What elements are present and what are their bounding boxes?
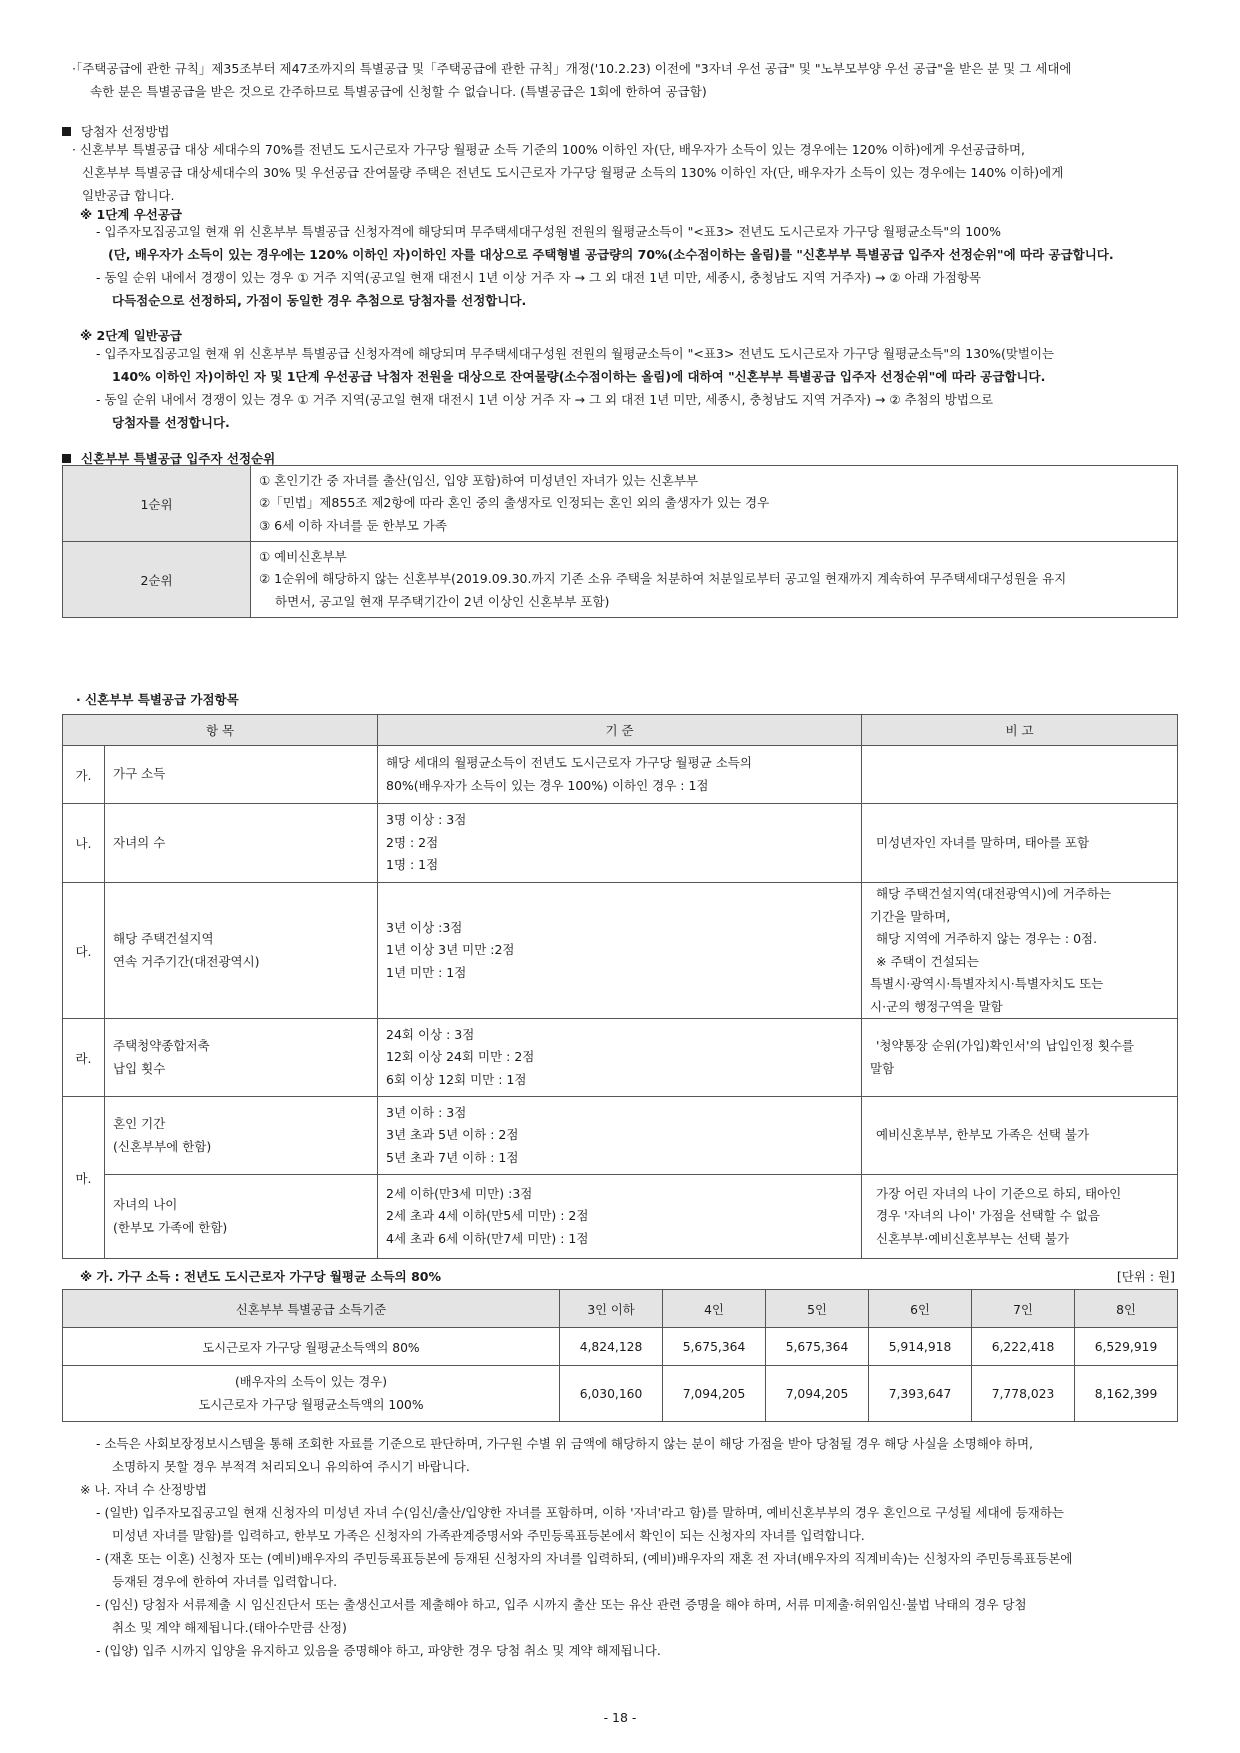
income-value: 5,675,364 bbox=[766, 1328, 869, 1366]
selection-lead bbox=[72, 138, 1063, 207]
rank-table bbox=[62, 465, 1178, 618]
intro-paragraph bbox=[72, 57, 1072, 103]
selection-lead-line: 일반공급 합니다. bbox=[82, 188, 175, 203]
income-value: 7,393,647 bbox=[869, 1366, 972, 1422]
column-header: 신혼부부 특별공급 소득기준 bbox=[63, 1290, 560, 1328]
points-table bbox=[62, 714, 1178, 1259]
table-row bbox=[63, 1328, 1178, 1366]
stage1-line: 다득점순으로 선정하되, 가점이 동일한 경우 추첨으로 당첨자를 선정합니다. bbox=[112, 293, 527, 308]
stage1-line: - 동일 순위 내에서 경쟁이 있는 경우 ① 거주 지역(공고일 현재 대전시 1년 이상 거주 자 → 그 외 대전 1년 미만, 세종시, 충청남도 지역 거주자) → ② 아래 가점항목 bbox=[96, 270, 981, 285]
column-header: 4인 bbox=[663, 1290, 766, 1328]
stage2-line: 당첨자를 선정합니다. bbox=[112, 415, 230, 430]
intro-line: 속한 분은 특별공급을 받은 것으로 간주하므로 특별공급에 신청할 수 없습니다. (특별공급은 1회에 한하여 공급함) bbox=[90, 84, 707, 99]
rank-criteria: ① 혼인기간 중 자녀를 출산(임신, 입양 포함)하여 미성년인 자녀가 있는 신혼부부 ②「민법」제855조 제2항에 따라 혼인 중의 출생자로 인정되는 혼인 외의 출생자가 있는 경우 ③ 6세 이하 자녀를 둔 한부모 가족 bbox=[251, 466, 1178, 542]
item-name: 자녀의 나이 (한부모 가족에 한함) bbox=[105, 1175, 378, 1259]
note-line: 취소 및 계약 해제됩니다.(태아수만큼 산정) bbox=[112, 1620, 347, 1635]
unit-label: [단위 : 원] bbox=[1116, 1269, 1175, 1284]
income-title: ※ 가. 가구 소득 : 전년도 도시근로자 가구당 월평균 소득의 80% bbox=[80, 1269, 441, 1284]
section-heading-points: · 신혼부부 특별공급 가점항목 bbox=[76, 692, 239, 707]
income-value: 5,914,918 bbox=[869, 1328, 972, 1366]
rank-criteria: ① 예비신혼부부 ② 1순위에 해당하지 않는 신혼부부(2019.09.30.까지 기존 소유 주택을 처분하여 처분일로부터 공고일 현재까지 계속하여 무주택세대구성원을 유지 하면서, 공고일 현재 무주택기간이 2년 이상인 신혼부부 포함) bbox=[251, 542, 1178, 618]
selection-lead-line: · 신혼부부 특별공급 대상 세대수의 70%를 전년도 도시근로자 가구당 월평균 소득 기준의 100% 이하인 자(단, 배우자가 소득이 있는 경우에는 120% 이하)에게 우선공급하며, bbox=[72, 142, 1026, 157]
note-line: 소명하지 못할 경우 부적격 처리되오니 유의하여 주시기 바랍니다. bbox=[112, 1459, 470, 1474]
item-number: 다. bbox=[63, 883, 105, 1019]
item-name: 가구 소득 bbox=[105, 746, 378, 804]
item-name: 주택청약종합저축 납입 횟수 bbox=[105, 1019, 378, 1097]
item-note: 미성년자인 자녀를 말하며, 태아를 포함 bbox=[862, 804, 1178, 883]
column-header: 7인 bbox=[972, 1290, 1075, 1328]
item-name: 혼인 기간 (신혼부부에 한함) bbox=[105, 1097, 378, 1175]
page-number: - 18 - bbox=[603, 1710, 637, 1725]
item-criteria: 3년 이하 : 3점 3년 초과 5년 이하 : 2점 5년 초과 7년 이하 : 1점 bbox=[378, 1097, 862, 1175]
rank-cell: 2순위 bbox=[63, 542, 251, 618]
section-heading-selection: 당첨자 선정방법 bbox=[62, 122, 170, 140]
note-line: 등재된 경우에 한하여 자녀를 입력합니다. bbox=[112, 1574, 338, 1589]
column-header: 8인 bbox=[1075, 1290, 1178, 1328]
item-number: 마. bbox=[63, 1097, 105, 1259]
income-value: 4,824,128 bbox=[560, 1328, 663, 1366]
table-row bbox=[63, 466, 1178, 542]
table-row bbox=[63, 1366, 1178, 1422]
table-row bbox=[63, 1019, 1178, 1097]
rank-cell: 1순위 bbox=[63, 466, 251, 542]
column-header: 비 고 bbox=[862, 715, 1178, 746]
income-value: 8,162,399 bbox=[1075, 1366, 1178, 1422]
stage2-line: - 입주자모집공고일 현재 위 신혼부부 특별공급 신청자격에 해당되며 무주택세대구성원 전원의 월평균소득이 "<표3> 전년도 도시근로자 가구당 월평균소득"의 130%(맞벌이는 bbox=[96, 346, 1055, 361]
table-header-row bbox=[63, 715, 1178, 746]
income-value: 6,529,919 bbox=[1075, 1328, 1178, 1366]
column-header: 기 준 bbox=[378, 715, 862, 746]
item-note: 예비신혼부부, 한부모 가족은 선택 불가 bbox=[862, 1097, 1178, 1175]
item-criteria: 3명 이상 : 3점 2명 : 2점 1명 : 1점 bbox=[378, 804, 862, 883]
table-header-row bbox=[63, 1290, 1178, 1328]
income-row-label: 도시근로자 가구당 월평균소득액의 80% bbox=[63, 1328, 560, 1366]
note-line: ※ 나. 자녀 수 산정방법 bbox=[80, 1482, 207, 1497]
section-heading-rank: 신혼부부 특별공급 입주자 선정순위 bbox=[62, 449, 275, 467]
income-value: 7,094,205 bbox=[663, 1366, 766, 1422]
table-row bbox=[63, 542, 1178, 618]
notes-paragraph bbox=[80, 1432, 1073, 1662]
stage1-paragraph bbox=[96, 220, 1114, 312]
item-number: 라. bbox=[63, 1019, 105, 1097]
stage2-line: 140% 이하인 자)이하인 자 및 1단계 우선공급 낙첨자 전원을 대상으로 잔여물량(소수점이하는 올림)에 대하여 "신혼부부 특별공급 입주자 선정순위"에 따라 공급합니다. bbox=[112, 369, 1046, 384]
income-value: 6,030,160 bbox=[560, 1366, 663, 1422]
income-value: 7,778,023 bbox=[972, 1366, 1075, 1422]
note-line: - (일반) 입주자모집공고일 현재 신청자의 미성년 자녀 수(임신/출산/입양한 자녀를 포함하며, 이하 '자녀'라고 함)를 말하며, 예비신혼부부의 경우 혼인으로 구성될 세대에 등재하는 bbox=[96, 1505, 1065, 1520]
note-line: - (임신) 당첨자 서류제출 시 임신진단서 또는 출생신고서를 제출해야 하고, 입주 시까지 출산 또는 유산 관련 증명을 해야 하며, 서류 미제출·허위임신·불법 낙태의 경우 당첨 bbox=[96, 1597, 1027, 1612]
note-line: - (재혼 또는 이혼) 신청자 또는 (예비)배우자의 주민등록표등본에 등재된 신청자의 자녀를 입력하되, (예비)배우자의 재혼 전 자녀(배우자의 직계비속)는 신청자의 주민등록표등본에 bbox=[96, 1551, 1073, 1566]
item-note: 가장 어린 자녀의 나이 기준으로 하되, 태아인 경우 '자녀의 나이' 가점을 선택할 수 없음 신혼부부·예비신혼부부는 선택 불가 bbox=[862, 1175, 1178, 1259]
item-number: 나. bbox=[63, 804, 105, 883]
table-row bbox=[63, 883, 1178, 1019]
note-line: - 소득은 사회보장정보시스템을 통해 조회한 자료를 기준으로 판단하며, 가구원 수별 위 금액에 해당하지 않는 분이 해당 가점을 받아 당첨될 경우 해당 사실을 소명해야 하며, bbox=[96, 1436, 1034, 1451]
square-bullet-icon bbox=[62, 127, 71, 136]
item-criteria: 24회 이상 : 3점 12회 이상 24회 미만 : 2점 6회 이상 12회 미만 : 1점 bbox=[378, 1019, 862, 1097]
item-criteria: 3년 이상 :3점 1년 이상 3년 미만 :2점 1년 미만 : 1점 bbox=[378, 883, 862, 1019]
income-value: 5,675,364 bbox=[663, 1328, 766, 1366]
item-criteria: 해당 세대의 월평균소득이 전년도 도시근로자 가구당 월평균 소득의 80%(배우자가 소득이 있는 경우 100%) 이하인 경우 : 1점 bbox=[378, 746, 862, 804]
income-row-label: (배우자의 소득이 있는 경우) 도시근로자 가구당 월평균소득액의 100% bbox=[63, 1366, 560, 1422]
selection-lead-line: 신혼부부 특별공급 대상세대수의 30% 및 우선공급 잔여물량 주택은 전년도 도시근로자 가구당 월평균 소득의 130% 이하인 자(단, 배우자가 소득이 있는 경우에는 140% 이하)에게 bbox=[82, 165, 1064, 180]
item-note: '청약통장 순위(가입)확인서'의 납입인정 횟수를 말함 bbox=[862, 1019, 1178, 1097]
intro-line: ·「주택공급에 관한 규칙」제35조부터 제47조까지의 특별공급 및「주택공급에 관한 규칙」개정('10.2.23) 이전에 "3자녀 우선 공급" 및 "노부모부양 우선 공급"을 받은 분 및 그 세대에 bbox=[72, 61, 1072, 76]
table-row bbox=[63, 804, 1178, 883]
note-line: - (입양) 입주 시까지 입양을 유지하고 있음을 증명해야 하고, 파양한 경우 당첨 취소 및 계약 해제됩니다. bbox=[96, 1643, 661, 1658]
table-row bbox=[63, 746, 1178, 804]
stage1-line: (단, 배우자가 소득이 있는 경우에는 120% 이하인 자)이하인 자를 대상으로 주택형별 공급량의 70%(소수점이하는 올림)를 "신혼부부 특별공급 입주자 선정순위"에 따라 공급합니다. bbox=[108, 247, 1114, 262]
column-header: 항 목 bbox=[63, 715, 378, 746]
item-note bbox=[862, 746, 1178, 804]
item-name: 자녀의 수 bbox=[105, 804, 378, 883]
column-header: 5인 bbox=[766, 1290, 869, 1328]
income-value: 7,094,205 bbox=[766, 1366, 869, 1422]
stage1-line: - 입주자모집공고일 현재 위 신혼부부 특별공급 신청자격에 해당되며 무주택세대구성원 전원의 월평균소득이 "<표3> 전년도 도시근로자 가구당 월평균소득"의 100% bbox=[96, 224, 1001, 239]
item-number: 가. bbox=[63, 746, 105, 804]
square-bullet-icon bbox=[62, 454, 71, 463]
item-note: 해당 주택건설지역(대전광역시)에 거주하는 기간을 말하며, 해당 지역에 거주하지 않는 경우는 : 0점. ※ 주택이 건설되는 특별시·광역시·특별자치시·특별자치도 또는 시·군의 행정구역을 말함 bbox=[862, 883, 1178, 1019]
stage2-line: - 동일 순위 내에서 경쟁이 있는 경우 ① 거주 지역(공고일 현재 대전시 1년 이상 거주 자 → 그 외 대전 1년 미만, 세종시, 충청남도 지역 거주자) → ② 추첨의 방법으로 bbox=[96, 392, 994, 407]
income-value: 6,222,418 bbox=[972, 1328, 1075, 1366]
stage2-title: ※ 2단계 일반공급 bbox=[80, 328, 183, 343]
stage1-title: ※ 1단계 우선공급 bbox=[80, 207, 183, 222]
item-name: 해당 주택건설지역 연속 거주기간(대전광역시) bbox=[105, 883, 378, 1019]
column-header: 3인 이하 bbox=[560, 1290, 663, 1328]
income-table bbox=[62, 1289, 1178, 1422]
note-line: 미성년 자녀를 말함)를 입력하고, 한부모 가족은 신청자의 가족관계증명서와 주민등록표등본에서 확인이 되는 신청자의 자녀를 입력합니다. bbox=[112, 1528, 865, 1543]
column-header: 6인 bbox=[869, 1290, 972, 1328]
stage2-paragraph bbox=[96, 342, 1054, 434]
table-row bbox=[63, 1175, 1178, 1259]
table-row bbox=[63, 1097, 1178, 1175]
item-criteria: 2세 이하(만3세 미만) :3점 2세 초과 4세 이하(만5세 미만) : 2점 4세 초과 6세 이하(만7세 미만) : 1점 bbox=[378, 1175, 862, 1259]
